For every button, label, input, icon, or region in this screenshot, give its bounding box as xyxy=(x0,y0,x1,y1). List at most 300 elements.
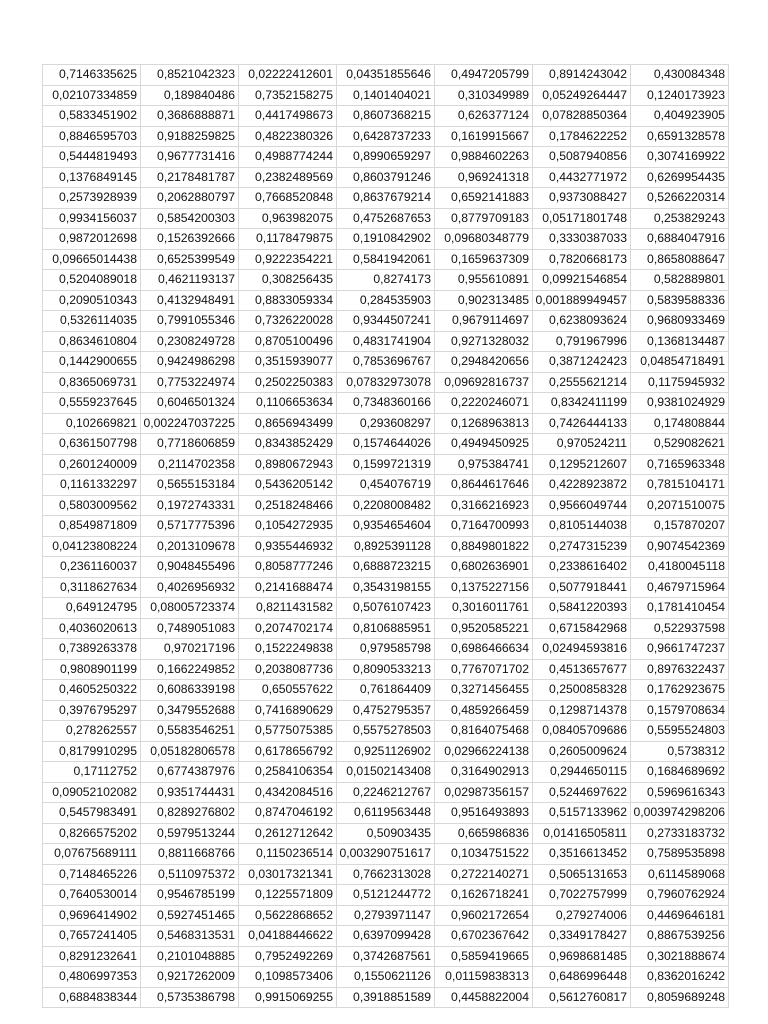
table-cell[interactable]: 0,7164700993 xyxy=(435,516,533,537)
table-cell[interactable]: 0,002247037225 xyxy=(141,413,239,434)
table-cell[interactable]: 0,09680348779 xyxy=(435,229,533,250)
table-cell[interactable]: 0,5575278503 xyxy=(337,721,435,742)
table-cell[interactable]: 0,3330387033 xyxy=(533,229,631,250)
table-cell[interactable]: 0,9351744431 xyxy=(141,782,239,803)
table-cell[interactable]: 0,2308249728 xyxy=(141,331,239,352)
table-cell[interactable]: 0,5833451902 xyxy=(43,106,141,127)
table-cell[interactable]: 0,2382489569 xyxy=(239,167,337,188)
table-cell[interactable]: 0,1910842902 xyxy=(337,229,435,250)
table-cell[interactable]: 0,4036020613 xyxy=(43,618,141,639)
table-cell[interactable]: 0,3515939077 xyxy=(239,352,337,373)
table-cell[interactable]: 0,6702367642 xyxy=(435,926,533,947)
table-cell[interactable]: 0,7853696767 xyxy=(337,352,435,373)
table-cell[interactable]: 0,5854200303 xyxy=(141,208,239,229)
table-cell[interactable]: 0,7426444133 xyxy=(533,413,631,434)
table-cell[interactable]: 0,1784622252 xyxy=(533,126,631,147)
table-cell[interactable]: 0,8266575202 xyxy=(43,823,141,844)
table-cell[interactable]: 0,529082621 xyxy=(631,434,729,455)
table-cell[interactable]: 0,9424986298 xyxy=(141,352,239,373)
table-cell[interactable]: 0,2074702174 xyxy=(239,618,337,639)
table-cell[interactable]: 0,5979513244 xyxy=(141,823,239,844)
table-cell[interactable]: 0,9048455496 xyxy=(141,557,239,578)
table-cell[interactable]: 0,5859419665 xyxy=(435,946,533,967)
table-cell[interactable]: 0,6361507798 xyxy=(43,434,141,455)
table-cell[interactable]: 0,5204089018 xyxy=(43,270,141,291)
table-cell[interactable]: 0,8914243042 xyxy=(533,65,631,86)
table-cell[interactable]: 0,8811668766 xyxy=(141,844,239,865)
table-cell[interactable]: 0,02107334859 xyxy=(43,85,141,106)
table-cell[interactable]: 0,5077918441 xyxy=(533,577,631,598)
table-cell[interactable]: 0,3918851589 xyxy=(337,987,435,1008)
table-cell[interactable]: 0,2733183732 xyxy=(631,823,729,844)
table-cell[interactable]: 0,9344507241 xyxy=(337,311,435,332)
table-cell[interactable]: 0,5468313531 xyxy=(141,926,239,947)
table-cell[interactable]: 0,4458822004 xyxy=(435,987,533,1008)
table-cell[interactable]: 0,4752687653 xyxy=(337,208,435,229)
table-cell[interactable]: 0,8846595703 xyxy=(43,126,141,147)
table-cell[interactable]: 0,8289276802 xyxy=(141,803,239,824)
table-cell[interactable]: 0,9520585221 xyxy=(435,618,533,639)
table-cell[interactable]: 0,8549871809 xyxy=(43,516,141,537)
table-cell[interactable]: 0,6119563448 xyxy=(337,803,435,824)
table-cell[interactable]: 0,2573928939 xyxy=(43,188,141,209)
table-cell[interactable]: 0,4605250322 xyxy=(43,680,141,701)
table-cell[interactable]: 0,8925391128 xyxy=(337,536,435,557)
table-cell[interactable]: 0,8990659297 xyxy=(337,147,435,168)
table-cell[interactable]: 0,02494593816 xyxy=(533,639,631,660)
table-cell[interactable]: 0,8867539256 xyxy=(631,926,729,947)
table-cell[interactable]: 0,2246212767 xyxy=(337,782,435,803)
table-cell[interactable]: 0,6238093624 xyxy=(533,311,631,332)
table-cell[interactable]: 0,955610891 xyxy=(435,270,533,291)
table-cell[interactable]: 0,5559237645 xyxy=(43,393,141,414)
table-cell[interactable]: 0,2722140271 xyxy=(435,864,533,885)
table-cell[interactable]: 0,7640530014 xyxy=(43,885,141,906)
table-cell[interactable]: 0,6269954435 xyxy=(631,167,729,188)
table-cell[interactable]: 0,8291232641 xyxy=(43,946,141,967)
table-cell[interactable]: 0,430084348 xyxy=(631,65,729,86)
table-cell[interactable]: 0,4469646181 xyxy=(631,905,729,926)
table-cell[interactable]: 0,650557622 xyxy=(239,680,337,701)
table-cell[interactable]: 0,5157133962 xyxy=(533,803,631,824)
table-cell[interactable]: 0,7148465226 xyxy=(43,864,141,885)
table-cell[interactable]: 0,7352158275 xyxy=(239,85,337,106)
table-cell[interactable]: 0,157870207 xyxy=(631,516,729,537)
table-cell[interactable]: 0,7326220028 xyxy=(239,311,337,332)
table-cell[interactable]: 0,003290751617 xyxy=(337,844,435,865)
table-cell[interactable]: 0,8179910295 xyxy=(43,741,141,762)
table-cell[interactable]: 0,5841220393 xyxy=(533,598,631,619)
table-cell[interactable]: 0,5841942061 xyxy=(337,249,435,270)
table-cell[interactable]: 0,6428737233 xyxy=(337,126,435,147)
table-cell[interactable]: 0,9661747237 xyxy=(631,639,729,660)
table-cell[interactable]: 0,2090510343 xyxy=(43,290,141,311)
table-cell[interactable]: 0,8106885951 xyxy=(337,618,435,639)
table-cell[interactable]: 0,3686888871 xyxy=(141,106,239,127)
table-cell[interactable]: 0,5076107423 xyxy=(337,598,435,619)
table-cell[interactable]: 0,3016011761 xyxy=(435,598,533,619)
table-cell[interactable]: 0,6884047916 xyxy=(631,229,729,250)
table-cell[interactable]: 0,1574644026 xyxy=(337,434,435,455)
table-cell[interactable]: 0,2071510075 xyxy=(631,495,729,516)
table-cell[interactable]: 0,1662249852 xyxy=(141,659,239,680)
table-cell[interactable]: 0,5969616343 xyxy=(631,782,729,803)
table-cell[interactable]: 0,1368134487 xyxy=(631,331,729,352)
table-cell[interactable]: 0,761864409 xyxy=(337,680,435,701)
table-cell[interactable]: 0,7753224974 xyxy=(141,372,239,393)
table-cell[interactable]: 0,5735386798 xyxy=(141,987,239,1008)
table-cell[interactable]: 0,3516613452 xyxy=(533,844,631,865)
table-cell[interactable]: 0,5583546251 xyxy=(141,721,239,742)
table-cell[interactable]: 0,174808844 xyxy=(631,413,729,434)
table-cell[interactable]: 0,001889949457 xyxy=(533,290,631,311)
table-cell[interactable]: 0,8521042323 xyxy=(141,65,239,86)
table-cell[interactable]: 0,1175945932 xyxy=(631,372,729,393)
table-cell[interactable]: 0,1034751522 xyxy=(435,844,533,865)
table-cell[interactable]: 0,2500858328 xyxy=(533,680,631,701)
table-cell[interactable]: 0,2944650115 xyxy=(533,762,631,783)
table-cell[interactable]: 0,9222354221 xyxy=(239,249,337,270)
table-cell[interactable]: 0,2948420656 xyxy=(435,352,533,373)
table-cell[interactable]: 0,1762923675 xyxy=(631,680,729,701)
table-cell[interactable]: 0,649124795 xyxy=(43,598,141,619)
table-cell[interactable]: 0,1659637309 xyxy=(435,249,533,270)
table-cell[interactable]: 0,1054272935 xyxy=(239,516,337,537)
table-cell[interactable]: 0,902313485 xyxy=(435,290,533,311)
table-cell[interactable]: 0,5839588336 xyxy=(631,290,729,311)
table-cell[interactable]: 0,1106653634 xyxy=(239,393,337,414)
table-cell[interactable]: 0,9696414902 xyxy=(43,905,141,926)
table-cell[interactable]: 0,5622868652 xyxy=(239,905,337,926)
table-cell[interactable]: 0,8274173 xyxy=(337,270,435,291)
table-cell[interactable]: 0,5065131653 xyxy=(533,864,631,885)
table-cell[interactable]: 0,4513657677 xyxy=(533,659,631,680)
table-cell[interactable]: 0,9602172654 xyxy=(435,905,533,926)
table-cell[interactable]: 0,8164075468 xyxy=(435,721,533,742)
table-cell[interactable]: 0,8656943499 xyxy=(239,413,337,434)
table-cell[interactable]: 0,01416505811 xyxy=(533,823,631,844)
table-cell[interactable]: 0,1599721319 xyxy=(337,454,435,475)
table-cell[interactable]: 0,278262557 xyxy=(43,721,141,742)
table-cell[interactable]: 0,970524211 xyxy=(533,434,631,455)
table-cell[interactable]: 0,3543198155 xyxy=(337,577,435,598)
table-cell[interactable]: 0,4947205799 xyxy=(435,65,533,86)
table-cell[interactable]: 0,9355446932 xyxy=(239,536,337,557)
table-cell[interactable]: 0,975384741 xyxy=(435,454,533,475)
table-cell[interactable]: 0,07832973078 xyxy=(337,372,435,393)
table-cell[interactable]: 0,02966224138 xyxy=(435,741,533,762)
table-cell[interactable]: 0,5717775396 xyxy=(141,516,239,537)
table-cell[interactable]: 0,08005723374 xyxy=(141,598,239,619)
table-cell[interactable]: 0,2502250383 xyxy=(239,372,337,393)
table-cell[interactable]: 0,4432771972 xyxy=(533,167,631,188)
table-cell[interactable]: 0,5655153184 xyxy=(141,475,239,496)
table-cell[interactable]: 0,8105144038 xyxy=(533,516,631,537)
table-cell[interactable]: 0,4026956932 xyxy=(141,577,239,598)
table-cell[interactable]: 0,8658088647 xyxy=(631,249,729,270)
table-cell[interactable]: 0,7389263378 xyxy=(43,639,141,660)
table-cell[interactable]: 0,3271456455 xyxy=(435,680,533,701)
table-cell[interactable]: 0,8747046192 xyxy=(239,803,337,824)
table-cell[interactable]: 0,04123808224 xyxy=(43,536,141,557)
table-cell[interactable]: 0,04854718491 xyxy=(631,352,729,373)
table-cell[interactable]: 0,1178479875 xyxy=(239,229,337,250)
table-cell[interactable]: 0,7022757999 xyxy=(533,885,631,906)
table-cell[interactable]: 0,7146335625 xyxy=(43,65,141,86)
table-cell[interactable]: 0,582889801 xyxy=(631,270,729,291)
table-cell[interactable]: 0,6986466634 xyxy=(435,639,533,660)
table-cell[interactable]: 0,7952492269 xyxy=(239,946,337,967)
table-cell[interactable]: 0,5803009562 xyxy=(43,495,141,516)
table-cell[interactable]: 0,969241318 xyxy=(435,167,533,188)
table-cell[interactable]: 0,01159838313 xyxy=(435,967,533,988)
table-cell[interactable]: 0,08405709686 xyxy=(533,721,631,742)
table-cell[interactable]: 0,1442900655 xyxy=(43,352,141,373)
table-cell[interactable]: 0,3479552688 xyxy=(141,700,239,721)
table-cell[interactable]: 0,2601240009 xyxy=(43,454,141,475)
table-cell[interactable]: 0,4679715964 xyxy=(631,577,729,598)
table-cell[interactable]: 0,5612760817 xyxy=(533,987,631,1008)
table-cell[interactable]: 0,6486996448 xyxy=(533,967,631,988)
table-cell[interactable]: 0,626377124 xyxy=(435,106,533,127)
table-cell[interactable]: 0,05182806578 xyxy=(141,741,239,762)
table-cell[interactable]: 0,9566049744 xyxy=(533,495,631,516)
table-cell[interactable]: 0,4132948491 xyxy=(141,290,239,311)
table-cell[interactable]: 0,09052102082 xyxy=(43,782,141,803)
table-cell[interactable]: 0,9271328032 xyxy=(435,331,533,352)
table-cell[interactable]: 0,963982075 xyxy=(239,208,337,229)
table-cell[interactable]: 0,2062880797 xyxy=(141,188,239,209)
table-cell[interactable]: 0,4417498673 xyxy=(239,106,337,127)
table-cell[interactable]: 0,9679114697 xyxy=(435,311,533,332)
table-cell[interactable]: 0,7416890629 xyxy=(239,700,337,721)
table-cell[interactable]: 0,8365069731 xyxy=(43,372,141,393)
table-cell[interactable]: 0,04188446622 xyxy=(239,926,337,947)
table-cell[interactable]: 0,3976795297 xyxy=(43,700,141,721)
table-cell[interactable]: 0,05171801748 xyxy=(533,208,631,229)
table-cell[interactable]: 0,404923905 xyxy=(631,106,729,127)
table-cell[interactable]: 0,979585798 xyxy=(337,639,435,660)
table-cell[interactable]: 0,05249264447 xyxy=(533,85,631,106)
table-cell[interactable]: 0,07828850364 xyxy=(533,106,631,127)
table-cell[interactable]: 0,1781410454 xyxy=(631,598,729,619)
table-cell[interactable]: 0,09692816737 xyxy=(435,372,533,393)
table-cell[interactable]: 0,9677731416 xyxy=(141,147,239,168)
table-cell[interactable]: 0,7767071702 xyxy=(435,659,533,680)
table-cell[interactable]: 0,4822380326 xyxy=(239,126,337,147)
table-cell[interactable]: 0,8779709183 xyxy=(435,208,533,229)
table-cell[interactable]: 0,102669821 xyxy=(43,413,141,434)
table-cell[interactable]: 0,2361160037 xyxy=(43,557,141,578)
table-cell[interactable]: 0,9808901199 xyxy=(43,659,141,680)
table-cell[interactable]: 0,4806997353 xyxy=(43,967,141,988)
table-cell[interactable]: 0,7589535898 xyxy=(631,844,729,865)
table-cell[interactable]: 0,1401404021 xyxy=(337,85,435,106)
table-cell[interactable]: 0,1240173923 xyxy=(631,85,729,106)
table-cell[interactable]: 0,2013109678 xyxy=(141,536,239,557)
table-cell[interactable]: 0,1268963813 xyxy=(435,413,533,434)
table-cell[interactable]: 0,7348360166 xyxy=(337,393,435,414)
table-cell[interactable]: 0,6591328578 xyxy=(631,126,729,147)
table-cell[interactable]: 0,09921546854 xyxy=(533,270,631,291)
table-cell[interactable]: 0,1522249838 xyxy=(239,639,337,660)
table-cell[interactable]: 0,5444819493 xyxy=(43,147,141,168)
table-cell[interactable]: 0,9872012698 xyxy=(43,229,141,250)
table-cell[interactable]: 0,6592141883 xyxy=(435,188,533,209)
table-cell[interactable]: 0,5436205142 xyxy=(239,475,337,496)
table-cell[interactable]: 0,522937598 xyxy=(631,618,729,639)
table-cell[interactable]: 0,6086339198 xyxy=(141,680,239,701)
table-cell[interactable]: 0,9074542369 xyxy=(631,536,729,557)
table-cell[interactable]: 0,8705100496 xyxy=(239,331,337,352)
table-cell[interactable]: 0,279274006 xyxy=(533,905,631,926)
table-cell[interactable]: 0,07675689111 xyxy=(43,844,141,865)
table-cell[interactable]: 0,4752795357 xyxy=(337,700,435,721)
table-cell[interactable]: 0,8058777246 xyxy=(239,557,337,578)
table-cell[interactable]: 0,4949450925 xyxy=(435,434,533,455)
table-cell[interactable]: 0,7662313028 xyxy=(337,864,435,885)
table-cell[interactable]: 0,02222412601 xyxy=(239,65,337,86)
table-cell[interactable]: 0,2141688474 xyxy=(239,577,337,598)
table-cell[interactable]: 0,3871242423 xyxy=(533,352,631,373)
table-cell[interactable]: 0,2208008482 xyxy=(337,495,435,516)
table-cell[interactable]: 0,4621193137 xyxy=(141,270,239,291)
table-cell[interactable]: 0,3166216923 xyxy=(435,495,533,516)
table-cell[interactable]: 0,8211431582 xyxy=(239,598,337,619)
table-cell[interactable]: 0,284535903 xyxy=(337,290,435,311)
table-cell[interactable]: 0,5738312 xyxy=(631,741,729,762)
table-cell[interactable]: 0,2178481787 xyxy=(141,167,239,188)
table-cell[interactable]: 0,3349178427 xyxy=(533,926,631,947)
table-cell[interactable]: 0,2220246071 xyxy=(435,393,533,414)
table-cell[interactable]: 0,6802636901 xyxy=(435,557,533,578)
table-cell[interactable]: 0,01502143408 xyxy=(337,762,435,783)
table-cell[interactable]: 0,6046501324 xyxy=(141,393,239,414)
table-cell[interactable]: 0,308256435 xyxy=(239,270,337,291)
table-cell[interactable]: 0,1550621126 xyxy=(337,967,435,988)
table-cell[interactable]: 0,791967996 xyxy=(533,331,631,352)
table-cell[interactable]: 0,8637679214 xyxy=(337,188,435,209)
table-cell[interactable]: 0,02987356157 xyxy=(435,782,533,803)
table-cell[interactable]: 0,8342411199 xyxy=(533,393,631,414)
table-cell[interactable]: 0,1375227156 xyxy=(435,577,533,598)
table-cell[interactable]: 0,8362016242 xyxy=(631,967,729,988)
table-cell[interactable]: 0,1150236514 xyxy=(239,844,337,865)
table-cell[interactable]: 0,9516493893 xyxy=(435,803,533,824)
table-cell[interactable]: 0,454076719 xyxy=(337,475,435,496)
table-cell[interactable]: 0,9698681485 xyxy=(533,946,631,967)
table-cell[interactable]: 0,6114589068 xyxy=(631,864,729,885)
table-cell[interactable]: 0,8607368215 xyxy=(337,106,435,127)
table-cell[interactable]: 0,8980672943 xyxy=(239,454,337,475)
table-cell[interactable]: 0,6774387976 xyxy=(141,762,239,783)
table-cell[interactable]: 0,8090533213 xyxy=(337,659,435,680)
table-cell[interactable]: 0,5326114035 xyxy=(43,311,141,332)
table-cell[interactable]: 0,003974298206 xyxy=(631,803,729,824)
table-cell[interactable]: 0,09665014438 xyxy=(43,249,141,270)
table-cell[interactable]: 0,2747315239 xyxy=(533,536,631,557)
table-cell[interactable]: 0,1161332297 xyxy=(43,475,141,496)
table-cell[interactable]: 0,1098573406 xyxy=(239,967,337,988)
table-cell[interactable]: 0,6178656792 xyxy=(239,741,337,762)
table-cell[interactable]: 0,7165963348 xyxy=(631,454,729,475)
table-cell[interactable]: 0,2518248466 xyxy=(239,495,337,516)
table-cell[interactable]: 0,7489051083 xyxy=(141,618,239,639)
table-cell[interactable]: 0,1626718241 xyxy=(435,885,533,906)
table-cell[interactable]: 0,2584106354 xyxy=(239,762,337,783)
table-cell[interactable]: 0,7960762924 xyxy=(631,885,729,906)
table-cell[interactable]: 0,9217262009 xyxy=(141,967,239,988)
table-cell[interactable]: 0,8976322437 xyxy=(631,659,729,680)
table-cell[interactable]: 0,5457983491 xyxy=(43,803,141,824)
table-cell[interactable]: 0,5927451465 xyxy=(141,905,239,926)
table-cell[interactable]: 0,970217196 xyxy=(141,639,239,660)
table-cell[interactable]: 0,2555621214 xyxy=(533,372,631,393)
table-cell[interactable]: 0,4859266459 xyxy=(435,700,533,721)
table-cell[interactable]: 0,5266220314 xyxy=(631,188,729,209)
table-cell[interactable]: 0,4342084516 xyxy=(239,782,337,803)
table-cell[interactable]: 0,665986836 xyxy=(435,823,533,844)
table-cell[interactable]: 0,50903435 xyxy=(337,823,435,844)
table-cell[interactable]: 0,8059689248 xyxy=(631,987,729,1008)
table-cell[interactable]: 0,1376849145 xyxy=(43,167,141,188)
table-cell[interactable]: 0,6888723215 xyxy=(337,557,435,578)
table-cell[interactable]: 0,5087940856 xyxy=(533,147,631,168)
table-cell[interactable]: 0,9354654604 xyxy=(337,516,435,537)
table-cell[interactable]: 0,9546785199 xyxy=(141,885,239,906)
table-cell[interactable]: 0,9188259825 xyxy=(141,126,239,147)
table-cell[interactable]: 0,1526392666 xyxy=(141,229,239,250)
table-cell[interactable]: 0,1619915667 xyxy=(435,126,533,147)
table-cell[interactable]: 0,2101048885 xyxy=(141,946,239,967)
table-cell[interactable]: 0,2338616402 xyxy=(533,557,631,578)
table-cell[interactable]: 0,8644617646 xyxy=(435,475,533,496)
table-cell[interactable]: 0,3164902913 xyxy=(435,762,533,783)
table-cell[interactable]: 0,1972743331 xyxy=(141,495,239,516)
table-cell[interactable]: 0,7668520848 xyxy=(239,188,337,209)
table-cell[interactable]: 0,4831741904 xyxy=(337,331,435,352)
table-cell[interactable]: 0,7657241405 xyxy=(43,926,141,947)
table-cell[interactable]: 0,1298714378 xyxy=(533,700,631,721)
table-cell[interactable]: 0,7718606859 xyxy=(141,434,239,455)
table-cell[interactable]: 0,03017321341 xyxy=(239,864,337,885)
table-cell[interactable]: 0,8603791246 xyxy=(337,167,435,188)
table-cell[interactable]: 0,7991055346 xyxy=(141,311,239,332)
table-cell[interactable]: 0,2114702358 xyxy=(141,454,239,475)
table-cell[interactable]: 0,253829243 xyxy=(631,208,729,229)
table-cell[interactable]: 0,8343852429 xyxy=(239,434,337,455)
table-cell[interactable]: 0,4180045118 xyxy=(631,557,729,578)
table-cell[interactable]: 0,6884838344 xyxy=(43,987,141,1008)
table-cell[interactable]: 0,9934156037 xyxy=(43,208,141,229)
table-cell[interactable]: 0,6397099428 xyxy=(337,926,435,947)
table-cell[interactable]: 0,2793971147 xyxy=(337,905,435,926)
table-cell[interactable]: 0,8833059334 xyxy=(239,290,337,311)
table-cell[interactable]: 0,293608297 xyxy=(337,413,435,434)
table-cell[interactable]: 0,5775075385 xyxy=(239,721,337,742)
table-cell[interactable]: 0,8849801822 xyxy=(435,536,533,557)
table-cell[interactable]: 0,9915069255 xyxy=(239,987,337,1008)
table-cell[interactable]: 0,4988774244 xyxy=(239,147,337,168)
table-cell[interactable]: 0,5121244772 xyxy=(337,885,435,906)
table-cell[interactable]: 0,6525399549 xyxy=(141,249,239,270)
table-cell[interactable]: 0,3021888674 xyxy=(631,946,729,967)
table-cell[interactable]: 0,9680933469 xyxy=(631,311,729,332)
table-cell[interactable]: 0,8634610804 xyxy=(43,331,141,352)
table-cell[interactable]: 0,6715842968 xyxy=(533,618,631,639)
table-cell[interactable]: 0,2612712642 xyxy=(239,823,337,844)
table-cell[interactable]: 0,04351855646 xyxy=(337,65,435,86)
